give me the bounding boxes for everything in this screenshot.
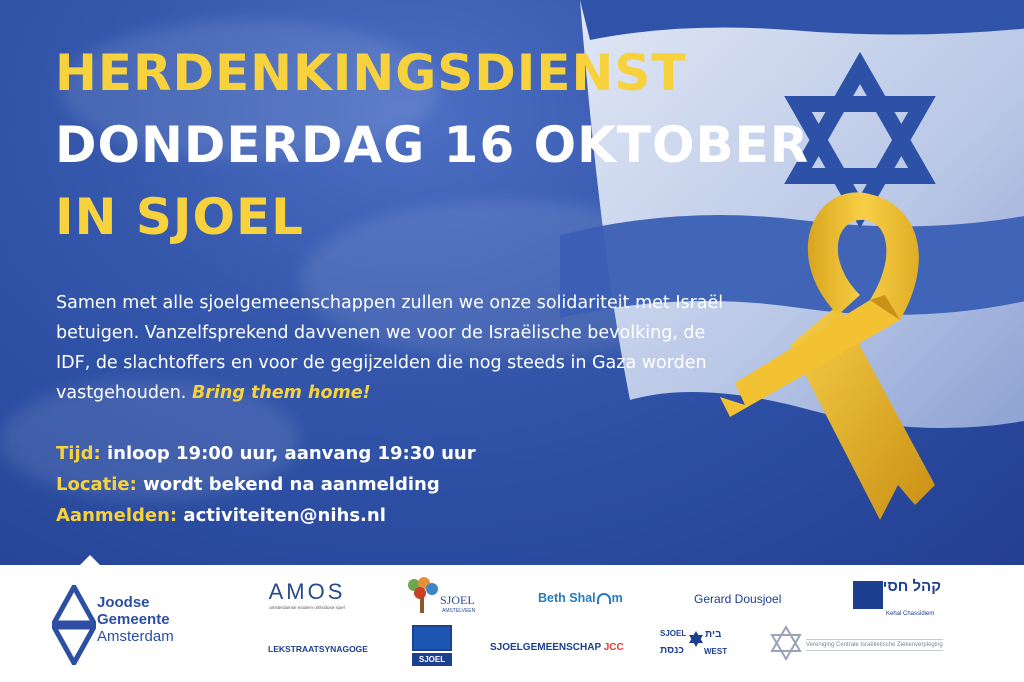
title-line-2: DONDERDAG 16 OKTOBER [55, 116, 810, 174]
description-text: Samen met alle sjoelgemeenschappen zullen we onze solidariteit met Israël betuigen. Vanzelfsprekend davvenen we voor de Israëlische bevolking, de IDF, de slachtoffers en voor de gegijzelden die nog steeds in Gaza worden vastgehouden. [56, 293, 724, 403]
title-line-1: HERDENKINGSDIENST [55, 44, 687, 102]
sjoel-west-sjoel: SJOEL [660, 629, 687, 638]
ziekenverpleging-caption: Vereniging Centrale Israëlietische Ziekenverpleging [806, 639, 943, 651]
location-value: wordt bekend na aanmelding [143, 474, 440, 495]
sjoel-west-west: WEST [704, 647, 728, 656]
tree-icon [404, 575, 440, 615]
sjoel-west-logo [660, 629, 740, 663]
amos-name: AMOS [268, 579, 346, 604]
register-label: Aanmelden: [56, 505, 178, 526]
sjoelgemeenschap-jcc-logo [490, 642, 624, 653]
location-label: Locatie: [56, 474, 137, 495]
gerard-dousjoel-logo: Gerard Dousjoel [694, 592, 782, 606]
jga-line2: Gemeente [97, 611, 170, 628]
cas-sjoel-logo [412, 625, 452, 667]
jga-line1: Joodse [97, 594, 150, 611]
star-icon [688, 631, 704, 647]
jcc-name: JCC [603, 642, 624, 653]
title-line-3: IN SJOEL [55, 188, 304, 246]
jga-line3: Amsterdam [97, 628, 174, 645]
yellow-ribbon-icon [720, 185, 980, 530]
description-paragraph [56, 288, 736, 408]
star-of-david-icon [52, 585, 96, 665]
hexagram-emblem-icon [770, 625, 802, 661]
sjoel-west-hebrew-bottom: כנסת [660, 645, 684, 656]
register-row [56, 505, 386, 526]
amos-logo [266, 579, 348, 610]
beth-shalom-logo [538, 591, 623, 605]
footer-notch [80, 555, 100, 565]
joodse-gemeente-amsterdam-logo [52, 585, 212, 665]
lekstraatsynagoge-logo: LEKSTRAATSYNAGOGE [268, 644, 368, 654]
sjoel-caption: AMSTELVEEN [442, 608, 476, 614]
time-label: Tijd: [56, 443, 101, 464]
amos-caption: amsterdamse modern orthodoxe sjoel [269, 605, 345, 610]
sjoel-west-hebrew-top: בית [705, 629, 722, 640]
beth-shalom-name: Beth Shal [538, 591, 596, 605]
kehal-caption: Kehal Chassidiem [886, 611, 935, 617]
bring-them-home-text: Bring them home! [191, 383, 371, 403]
sjoelgemeenschap-name: SJOELGEMEENSCHAP [490, 642, 601, 653]
sjoel-name: SJOEL [440, 593, 475, 607]
location-row [56, 474, 440, 495]
beth-shalom-name-end: m [611, 591, 623, 605]
sponsor-footer [0, 565, 1024, 682]
sjoel-amstelveen-logo [404, 575, 484, 623]
centrale-ziekenverpleging-logo [770, 625, 950, 665]
register-email[interactable]: activiteiten@nihs.nl [183, 505, 386, 526]
cas-logo-icon [412, 625, 452, 651]
cas-sjoel-name: SJOEL [412, 653, 452, 666]
time-value: inloop 19:00 uur, aanvang 19:30 uur [106, 443, 476, 464]
time-row [56, 443, 476, 464]
kehal-hebrew: קהל חסידים [859, 578, 941, 595]
shell-icon [597, 593, 611, 604]
